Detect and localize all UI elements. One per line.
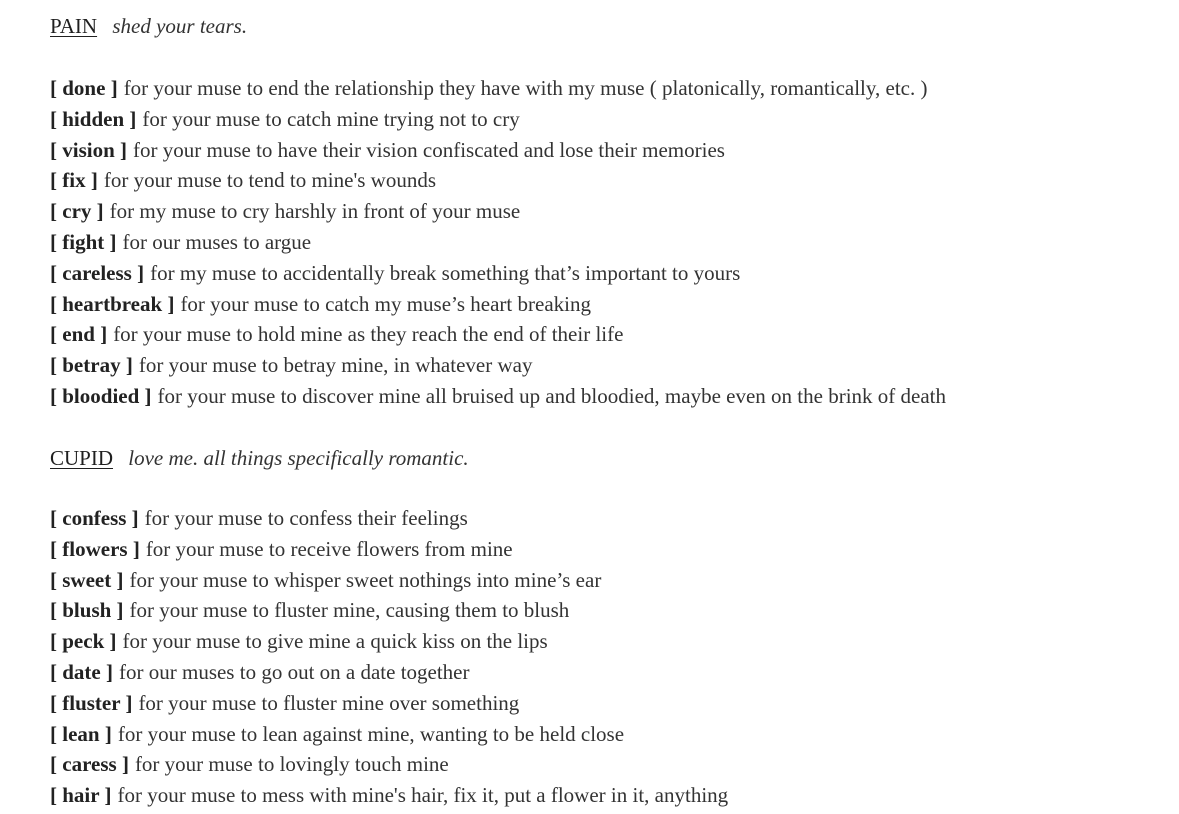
pain-prompt-item [50,381,946,412]
prompt-tag: [ sweet ] [50,567,124,592]
prompt-description: for our muses to go out on a date together [119,659,470,684]
prompt-tag-label: fix [62,168,86,193]
prompt-description: for your muse to whisper sweet nothings into mine’s ear [129,567,602,592]
cupid-section-title: CUPID [50,446,114,470]
prompt-description: for your muse to betray mine, in whatever way [138,353,533,378]
pain-prompt-item [50,196,946,227]
prompt-tag-label: careless [62,260,132,285]
cupid-section-subtitle: love me. all things specifically romantic. [128,446,469,470]
cupid-prompt-item [50,749,728,780]
pain-section-header [50,13,247,39]
prompt-tag-label: date [62,659,101,684]
prompt-tag: [ betray ] [50,353,133,378]
prompt-description: for your muse to have their vision confiscated and lose their memories [133,137,725,162]
prompt-tag: [ confess ] [50,506,139,530]
prompt-description: for my muse to accidentally break something that’s important to yours [150,260,741,285]
prompt-tag: [ peck ] [50,629,117,654]
prompt-description: for your muse to catch mine trying not to cry [142,106,520,131]
pain-prompt-item [50,104,946,135]
prompt-tag-label: peck [62,629,105,654]
prompt-description: for my muse to cry harshly in front of your muse [109,199,521,224]
prompt-tag: [ caress ] [50,752,129,777]
prompt-description: for your muse to end the relationship they have with my muse ( platonically, romantically, etc. ) [123,76,928,100]
pain-prompt-item [50,350,946,381]
prompt-tag-label: caress [62,752,117,777]
prompt-description: for your muse to fluster mine, causing them to blush [129,598,570,623]
prompt-tag: [ done ] [50,76,118,100]
cupid-prompt-item [50,688,728,719]
prompt-tag: [ fix ] [50,168,98,193]
prompt-tag: [ heartbreak ] [50,291,175,316]
prompt-description: for your muse to receive flowers from mine [145,536,513,561]
cupid-prompt-item [50,780,728,811]
prompt-tag: [ blush ] [50,598,124,623]
prompt-description: for your muse to catch my muse’s heart breaking [180,291,591,316]
prompt-tag-label: fight [62,229,105,254]
cupid-prompt-item [50,626,728,657]
prompt-tag: [ cry ] [50,199,104,224]
prompt-tag-label: flowers [62,536,128,561]
prompt-description: for your muse to fluster mine over something [138,690,520,715]
prompt-tag-label: done [62,76,106,100]
cupid-prompt-item [50,719,728,750]
prompt-tag: [ vision ] [50,137,128,162]
prompt-tag-label: hair [62,783,100,808]
prompt-description: for your muse to mess with mine's hair, fix it, put a flower in it, anything [117,783,729,808]
cupid-prompt-item [50,657,728,688]
prompt-description: for your muse to tend to mine's wounds [103,168,436,193]
prompt-description: for your muse to hold mine as they reach the end of their life [113,322,624,347]
cupid-prompt-item [50,565,728,596]
pain-prompt-list [50,73,946,412]
prompt-tag-label: betray [62,353,121,378]
cupid-section-header [50,445,469,471]
prompt-tag-label: bloodied [62,383,140,408]
prompt-description: for our muses to argue [122,229,312,254]
prompt-tag-label: confess [62,506,127,530]
prompt-description: for your muse to lovingly touch mine [134,752,449,777]
pain-prompt-item [50,227,946,258]
prompt-tag: [ careless ] [50,260,145,285]
prompt-tag-label: blush [62,598,112,623]
prompt-tag: [ lean ] [50,721,112,746]
prompt-tag: [ fluster ] [50,690,133,715]
prompt-tag-label: sweet [62,567,112,592]
prompt-tag-label: lean [62,721,100,746]
prompt-tag: [ hair ] [50,783,112,808]
pain-prompt-item [50,289,946,320]
prompt-description: for your muse to discover mine all bruised up and bloodied, maybe even on the brink of death [157,383,946,408]
prompt-tag-label: fluster [62,690,121,715]
prompt-description: for your muse to lean against mine, wanting to be held close [117,721,625,746]
pain-prompt-item [50,165,946,196]
prompt-tag-label: end [62,322,95,347]
pain-prompt-item [50,319,946,350]
pain-section-title: PAIN [50,14,98,38]
prompt-tag-label: vision [62,137,115,162]
prompt-tag-label: cry [62,199,92,224]
cupid-prompt-item [50,595,728,626]
cupid-prompt-list [50,503,728,811]
prompt-tag-label: heartbreak [62,291,163,316]
cupid-prompt-item [50,503,728,534]
pain-prompt-item [50,73,946,104]
prompt-tag-label: hidden [62,106,125,131]
prompt-tag: [ fight ] [50,229,117,254]
prompt-tag: [ flowers ] [50,536,140,561]
prompt-tag: [ hidden ] [50,106,137,131]
pain-section-subtitle: shed your tears. [112,14,248,38]
prompt-tag: [ end ] [50,322,108,347]
prompt-description: for your muse to confess their feelings [144,506,468,530]
prompt-tag: [ date ] [50,659,113,684]
prompt-tag: [ bloodied ] [50,383,152,408]
pain-prompt-item [50,135,946,166]
pain-prompt-item [50,258,946,289]
prompt-description: for your muse to give mine a quick kiss on the lips [122,629,548,654]
cupid-prompt-item [50,534,728,565]
